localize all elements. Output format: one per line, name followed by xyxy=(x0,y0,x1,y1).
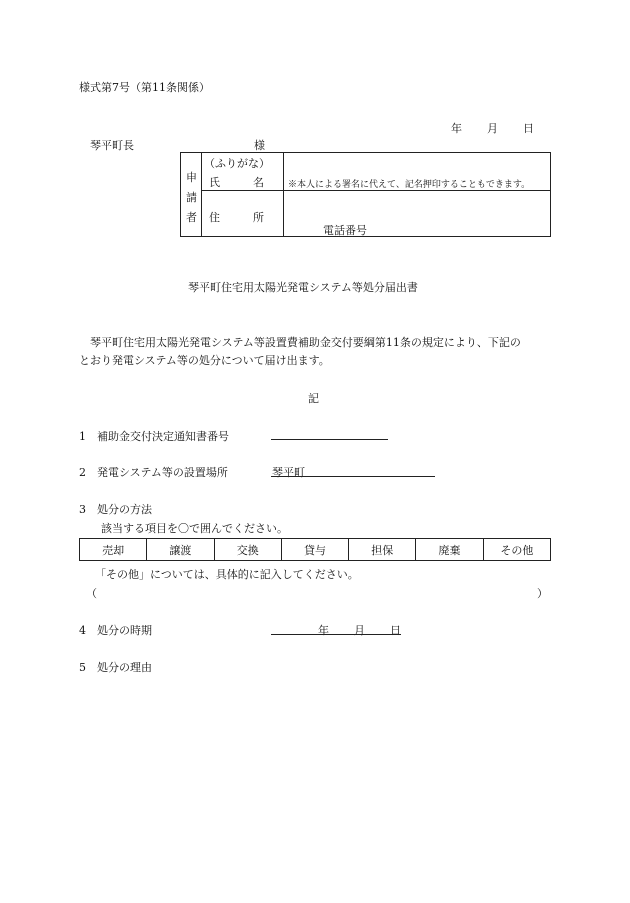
disposal-methods-table xyxy=(79,538,551,561)
applicant-table xyxy=(180,152,551,237)
method-lending: 貸与 xyxy=(281,539,348,561)
item-1-underline xyxy=(271,439,388,440)
applicant-label-2: 請 xyxy=(186,191,197,204)
applicant-label-1: 申 xyxy=(186,171,197,184)
item-2-underline xyxy=(271,476,435,477)
date-month-label: 月 xyxy=(487,122,498,135)
item-4-day: 日 xyxy=(390,624,401,637)
item-4-underline xyxy=(271,634,401,635)
paren-open: （ xyxy=(86,587,97,600)
method-other: その他 xyxy=(483,539,550,561)
item-3-label: 3 処分の方法 xyxy=(79,503,152,516)
document-title: 琴平町住宅用太陽光発電システム等処分届出書 xyxy=(188,281,418,294)
form-number: 様式第7号（第11条関係） xyxy=(79,81,210,94)
item-3-instruction: 該当する項目を〇で囲んでください。 xyxy=(101,522,288,535)
body-line-2: とおり発電システム等の処分について届け出ます。 xyxy=(79,354,330,367)
method-transfer: 譲渡 xyxy=(147,539,214,561)
method-collateral: 担保 xyxy=(349,539,416,561)
addressee-mayor: 琴平町長 xyxy=(90,139,134,152)
furigana-label: （ふりがな） xyxy=(204,157,270,170)
method-disposal: 廃棄 xyxy=(416,539,483,561)
address-label: 住 所 xyxy=(209,211,264,224)
item-4-label: 4 処分の時期 xyxy=(79,624,152,637)
method-sale: 売却 xyxy=(80,539,147,561)
item-2-label: 2 発電システム等の設置場所 xyxy=(79,466,228,479)
phone-label: 電話番号 xyxy=(323,224,367,237)
ki-heading: 記 xyxy=(308,392,319,405)
name-label: 氏 名 xyxy=(209,176,264,189)
applicant-label-3: 者 xyxy=(186,211,197,224)
item-4-month: 月 xyxy=(354,624,365,637)
item-1-label: 1 補助金交付決定通知書番号 xyxy=(79,430,229,443)
paren-close: ） xyxy=(537,587,548,600)
date-year-label: 年 xyxy=(451,122,462,135)
other-instruction: 「その他」については、具体的に記入してください。 xyxy=(95,568,359,581)
item-2-value: 琴平町 xyxy=(272,466,305,479)
body-line-1: 琴平町住宅用太陽光発電システム等設置費補助金交付要綱第11条の規定により、下記の xyxy=(90,336,521,349)
date-day-label: 日 xyxy=(523,122,534,135)
item-4-year: 年 xyxy=(318,624,329,637)
signature-note: ※本人による署名に代えて、記名押印することもできます。 xyxy=(288,180,531,190)
method-exchange: 交換 xyxy=(214,539,281,561)
item-5-label: 5 処分の理由 xyxy=(79,661,152,674)
addressee-honorific: 様 xyxy=(254,139,265,152)
